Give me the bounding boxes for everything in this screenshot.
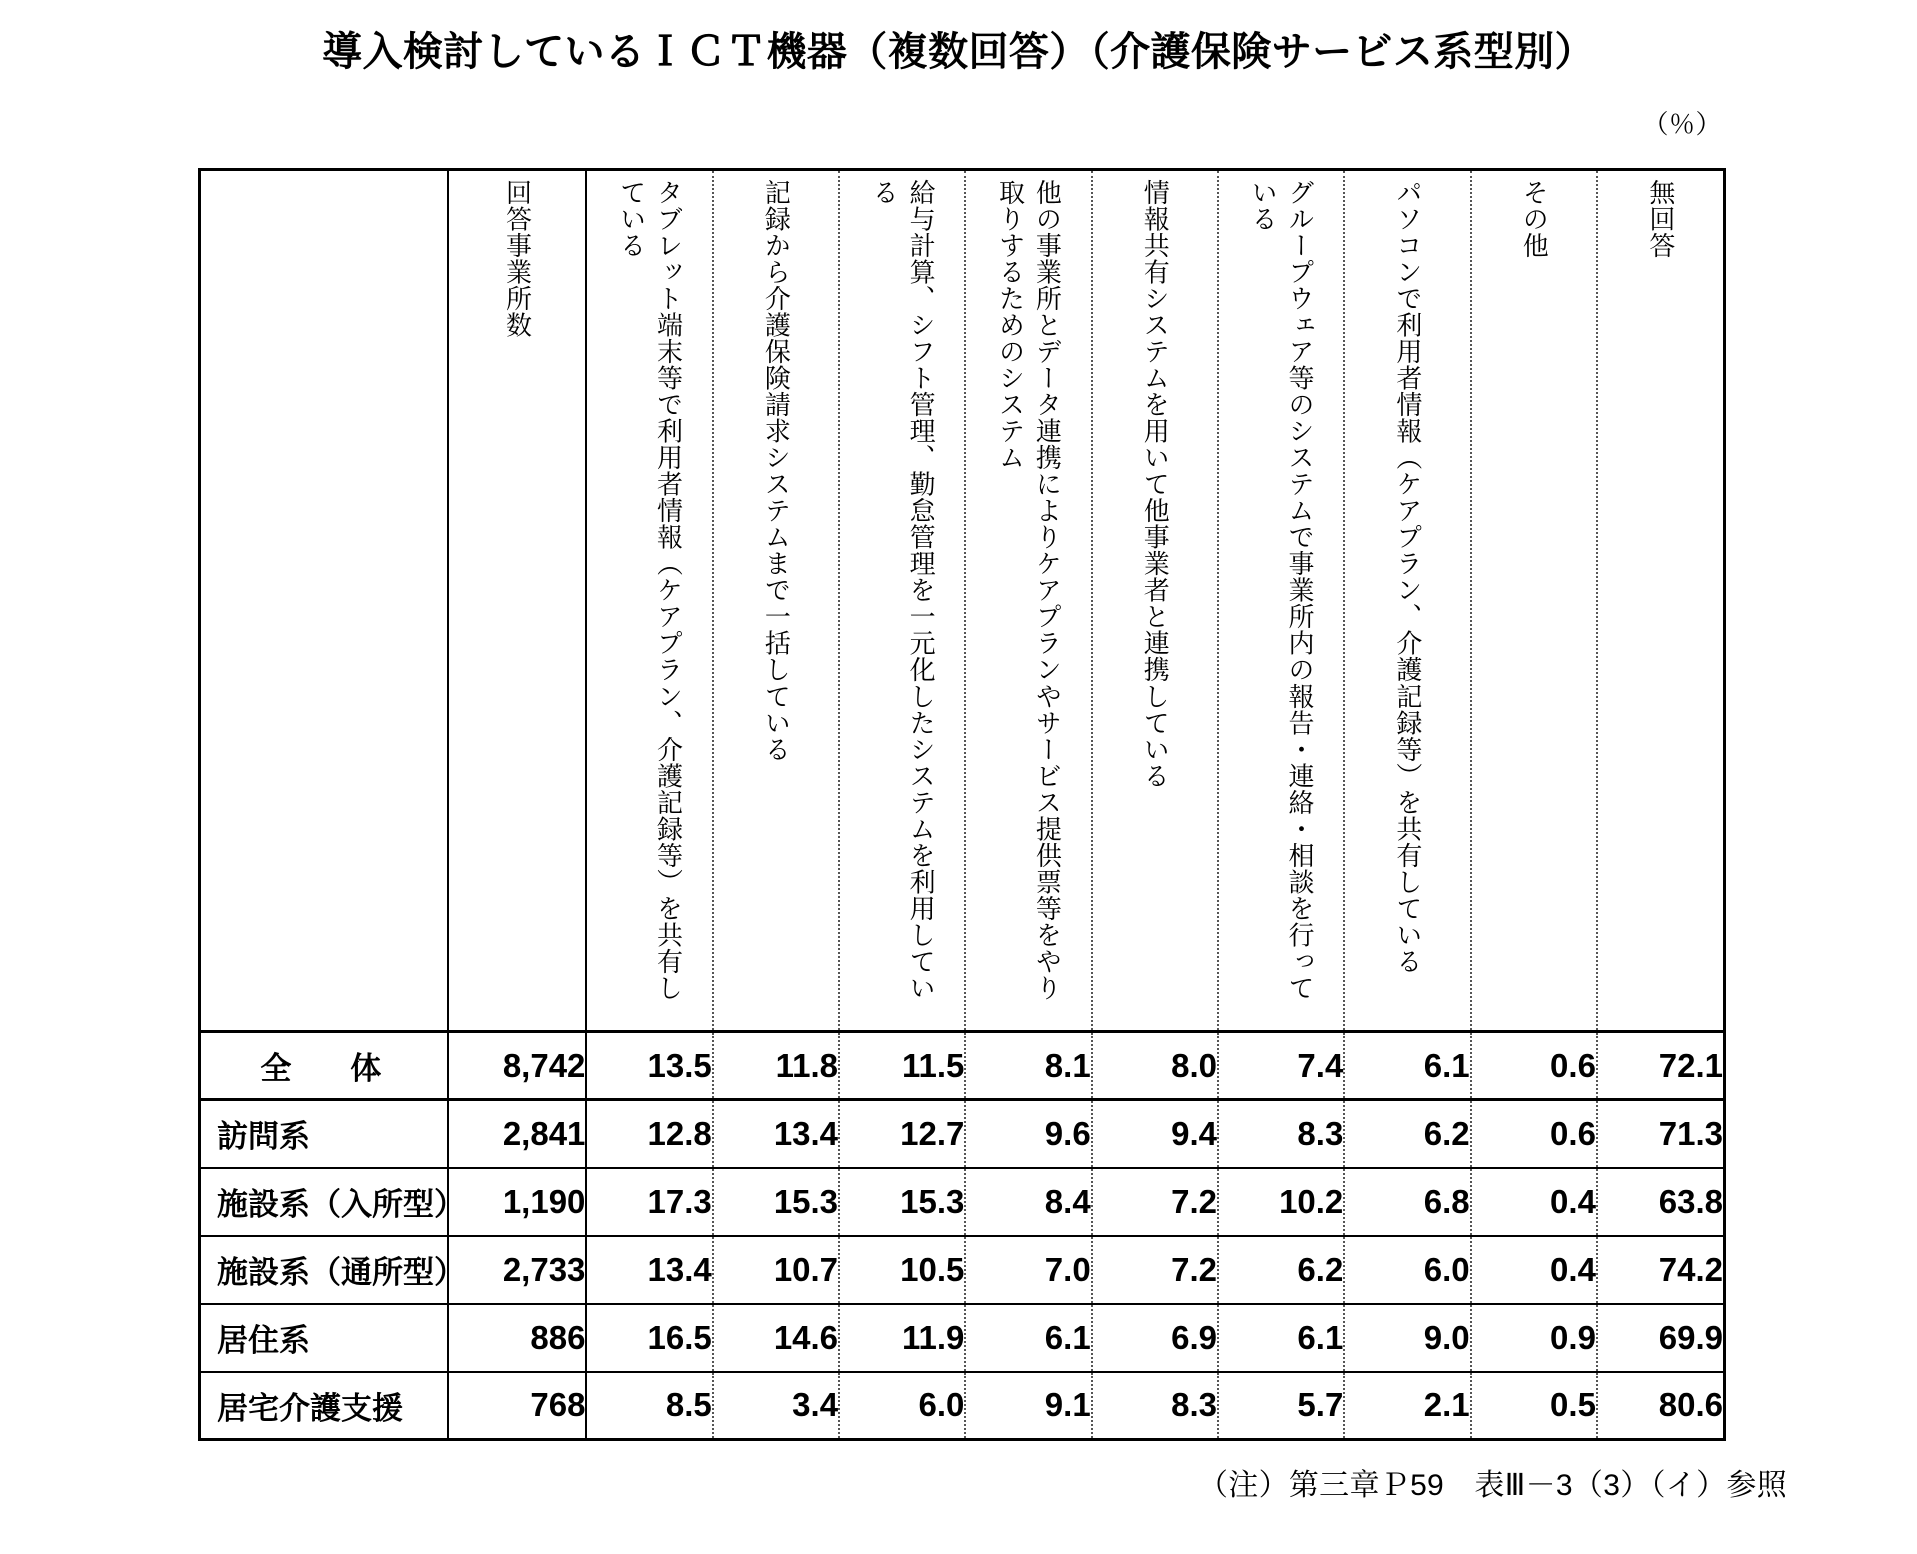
cell-tablet_share: 12.8 xyxy=(586,1100,712,1168)
column-header-label: 記録から介護保険請求システムまで一括している xyxy=(761,179,792,763)
column-header-inner xyxy=(1219,171,1343,1027)
cell-groupware: 7.4 xyxy=(1218,1032,1344,1100)
cell-record_to_claim: 11.8 xyxy=(713,1032,839,1100)
cell-tablet_share: 13.4 xyxy=(586,1236,712,1304)
cell-record_to_claim: 10.7 xyxy=(713,1236,839,1304)
cell-respondents: 1,190 xyxy=(448,1168,587,1236)
column-header-inner xyxy=(714,171,838,1027)
cell-other: 0.4 xyxy=(1471,1236,1597,1304)
column-header-inner xyxy=(1345,171,1469,1027)
cell-pc_share: 9.0 xyxy=(1344,1304,1470,1372)
column-header-inner xyxy=(449,171,586,1027)
column-header-label: タブレット端末等で利用者情報（ケアプラン、介護記録等）を共有している xyxy=(616,179,684,1002)
cell-other: 0.6 xyxy=(1471,1100,1597,1168)
table-row xyxy=(200,1236,1725,1304)
column-header-label: 給与計算、シフト管理、勤怠管理を一元化したシステムを利用している xyxy=(869,179,937,1002)
cell-respondents: 768 xyxy=(448,1372,587,1440)
cell-no_answer: 80.6 xyxy=(1597,1372,1725,1440)
cell-payroll_shift: 11.5 xyxy=(839,1032,965,1100)
cell-tablet_share: 8.5 xyxy=(586,1372,712,1440)
cell-payroll_shift: 10.5 xyxy=(839,1236,965,1304)
cell-info_share_sys: 7.2 xyxy=(1092,1236,1218,1304)
cell-no_answer: 72.1 xyxy=(1597,1032,1725,1100)
column-header-no_answer xyxy=(1597,170,1725,1032)
cell-payroll_shift: 11.9 xyxy=(839,1304,965,1372)
cell-groupware: 8.3 xyxy=(1218,1100,1344,1168)
cell-tablet_share: 13.5 xyxy=(586,1032,712,1100)
cell-pc_share: 6.1 xyxy=(1344,1032,1470,1100)
table-row xyxy=(200,1100,1725,1168)
footnote: （注）第三章Ｐ59 表Ⅲ－3（3）（イ）参照 xyxy=(1197,1469,1787,1502)
row-label: 施設系（入所型） xyxy=(200,1168,448,1236)
cell-record_to_claim: 15.3 xyxy=(713,1168,839,1236)
cell-respondents: 8,742 xyxy=(448,1032,587,1100)
column-header-tablet_share xyxy=(586,170,712,1032)
page-title: 導入検討しているＩＣＴ機器（複数回答）（介護保険サービス系型別） xyxy=(322,30,1595,74)
table-header-row xyxy=(200,170,1725,1032)
cell-tablet_share: 17.3 xyxy=(586,1168,712,1236)
cell-groupware: 5.7 xyxy=(1218,1372,1344,1440)
column-header-other xyxy=(1471,170,1597,1032)
cell-no_answer: 71.3 xyxy=(1597,1100,1725,1168)
cell-record_to_claim: 3.4 xyxy=(713,1372,839,1440)
column-header-inner xyxy=(966,171,1090,1027)
column-header-label: グループウェア等のシステムで事業所内の報告・連絡・相談を行っている xyxy=(1248,179,1316,1002)
cell-data_link_other: 9.6 xyxy=(965,1100,1091,1168)
column-header-data_link_other xyxy=(965,170,1091,1032)
cell-other: 0.6 xyxy=(1471,1032,1597,1100)
cell-tablet_share: 16.5 xyxy=(586,1304,712,1372)
cell-data_link_other: 8.1 xyxy=(965,1032,1091,1100)
cell-data_link_other: 9.1 xyxy=(965,1372,1091,1440)
column-header-label: 無回答 xyxy=(1645,179,1676,259)
cell-groupware: 6.2 xyxy=(1218,1236,1344,1304)
column-header-respondents xyxy=(448,170,587,1032)
cell-info_share_sys: 6.9 xyxy=(1092,1304,1218,1372)
cell-other: 0.4 xyxy=(1471,1168,1597,1236)
column-header-label: 他の事業所とデータ連携によりケアプランやサービス提供票等をやり取りするためのシステム xyxy=(995,179,1063,1002)
unit-marker: （％） xyxy=(1642,109,1722,139)
table-row xyxy=(200,1032,1725,1100)
cell-data_link_other: 7.0 xyxy=(965,1236,1091,1304)
row-label: 訪問系 xyxy=(200,1100,448,1168)
cell-payroll_shift: 12.7 xyxy=(839,1100,965,1168)
column-header-groupware xyxy=(1218,170,1344,1032)
cell-data_link_other: 8.4 xyxy=(965,1168,1091,1236)
column-header-payroll_shift xyxy=(839,170,965,1032)
cell-info_share_sys: 8.0 xyxy=(1092,1032,1218,1100)
column-header-inner xyxy=(1472,171,1596,1027)
table-row xyxy=(200,1304,1725,1372)
cell-pc_share: 2.1 xyxy=(1344,1372,1470,1440)
cell-no_answer: 74.2 xyxy=(1597,1236,1725,1304)
cell-other: 0.9 xyxy=(1471,1304,1597,1372)
row-label: 全 体 xyxy=(200,1032,448,1100)
cell-groupware: 10.2 xyxy=(1218,1168,1344,1236)
column-header-inner xyxy=(587,171,711,1027)
table-row xyxy=(200,1168,1725,1236)
cell-record_to_claim: 14.6 xyxy=(713,1304,839,1372)
cell-respondents: 2,733 xyxy=(448,1236,587,1304)
cell-no_answer: 69.9 xyxy=(1597,1304,1725,1372)
ict-equipment-table xyxy=(198,168,1726,1441)
cell-record_to_claim: 13.4 xyxy=(713,1100,839,1168)
cell-other: 0.5 xyxy=(1471,1372,1597,1440)
cell-info_share_sys: 8.3 xyxy=(1092,1372,1218,1440)
cell-info_share_sys: 7.2 xyxy=(1092,1168,1218,1236)
column-header-label: 情報共有システムを用いて他事業者と連携している xyxy=(1140,179,1171,789)
table-row xyxy=(200,1372,1725,1440)
cell-payroll_shift: 6.0 xyxy=(839,1372,965,1440)
cell-data_link_other: 6.1 xyxy=(965,1304,1091,1372)
cell-pc_share: 6.8 xyxy=(1344,1168,1470,1236)
cell-no_answer: 63.8 xyxy=(1597,1168,1725,1236)
column-header-record_to_claim xyxy=(713,170,839,1032)
column-header-inner xyxy=(1093,171,1217,1027)
cell-respondents: 886 xyxy=(448,1304,587,1372)
cell-info_share_sys: 9.4 xyxy=(1092,1100,1218,1168)
column-header-label: 回答事業所数 xyxy=(502,179,533,339)
column-header-inner xyxy=(1598,171,1723,1027)
row-label: 居宅介護支援 xyxy=(200,1372,448,1440)
column-header-pc_share xyxy=(1344,170,1470,1032)
row-label: 施設系（通所型） xyxy=(200,1236,448,1304)
column-header-inner xyxy=(840,171,964,1027)
column-header-label: パソコンで利用者情報（ケアプラン、介護記録等）を共有している xyxy=(1392,179,1423,975)
column-header-label: その他 xyxy=(1519,179,1550,259)
cell-pc_share: 6.2 xyxy=(1344,1100,1470,1168)
row-label: 居住系 xyxy=(200,1304,448,1372)
statistics-table-wrapper xyxy=(198,168,1726,1441)
corner-header-cell xyxy=(200,170,448,1032)
cell-groupware: 6.1 xyxy=(1218,1304,1344,1372)
column-header-info_share_sys xyxy=(1092,170,1218,1032)
cell-payroll_shift: 15.3 xyxy=(839,1168,965,1236)
cell-pc_share: 6.0 xyxy=(1344,1236,1470,1304)
table-body xyxy=(200,1032,1725,1440)
cell-respondents: 2,841 xyxy=(448,1100,587,1168)
